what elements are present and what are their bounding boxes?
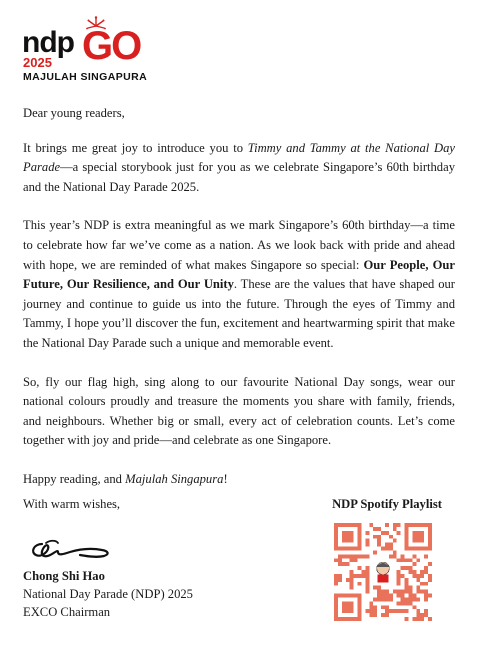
letter-paragraph-2 (23, 216, 455, 353)
mascot-icon (377, 562, 390, 582)
ndp-values: Our People, Our Future, Our Resilience, and Our Unity (23, 257, 455, 292)
logo-go-text: GO (82, 24, 141, 68)
p2-text-a: This year’s NDP is extra meaningful as we mark Singapore’s 60th birthday—a time to celebrate how far we’ve come as a nation. As we look back with pride and ahead with hope, we are reminded of what makes Singapore so special: (23, 218, 455, 272)
logo-tagline: MAJULAH SINGAPURA (23, 71, 148, 83)
letter-greeting: Dear young readers, (23, 106, 125, 120)
p1-text-b: —a special storybook just for you as we celebrate Singapore’s 60th birthday and the National Day Parade 2025. (23, 160, 455, 194)
ndp-go-logo (22, 16, 152, 82)
letter-paragraph-4 (23, 470, 455, 490)
storybook-title: Timmy and Tammy at the National Day Parade (23, 140, 456, 175)
playlist-label: NDP Spotify Playlist (332, 497, 442, 511)
letter-paragraph-1 (23, 139, 455, 198)
signer-role: National Day Parade (NDP) 2025 (23, 587, 193, 601)
logo-ndp-text: ndp (22, 26, 74, 59)
p4-text-a: Happy reading, and (23, 471, 126, 486)
handwritten-signature (28, 534, 112, 566)
signer-title: EXCO Chairman (23, 605, 111, 619)
p4-text-b: ! (223, 471, 228, 486)
letter-body (23, 104, 455, 509)
majulah-singapura-text: Majulah Singapura (125, 471, 224, 486)
logo-year-text: 2025 (23, 55, 52, 70)
spotify-qr-code[interactable] (334, 523, 432, 621)
p1-text-a: It brings me great joy to introduce you to (23, 140, 248, 155)
closing-line: With warm wishes, (23, 497, 121, 511)
p2-text-b: . These are the values that have shaped our journey and continue to guide us into the future. Through the eyes of Timmy and Tammy, I hope you’ll discover the fun, excitement and heartwarming spirit that make the National Day Parade such a unique and memorable event. (23, 277, 455, 350)
letter-paragraph-3: So, fly our flag high, sing along to our favourite National Day songs, wear our national colours proudly and treasure the moments you share with family, friends, and neighbours. Whether big or small, every act of celebration counts. Let’s come together with joy and pride—and celebrate as one Singapore. (23, 374, 455, 448)
signer-name: Chong Shi Hao (23, 569, 105, 583)
signer-block (23, 567, 193, 621)
